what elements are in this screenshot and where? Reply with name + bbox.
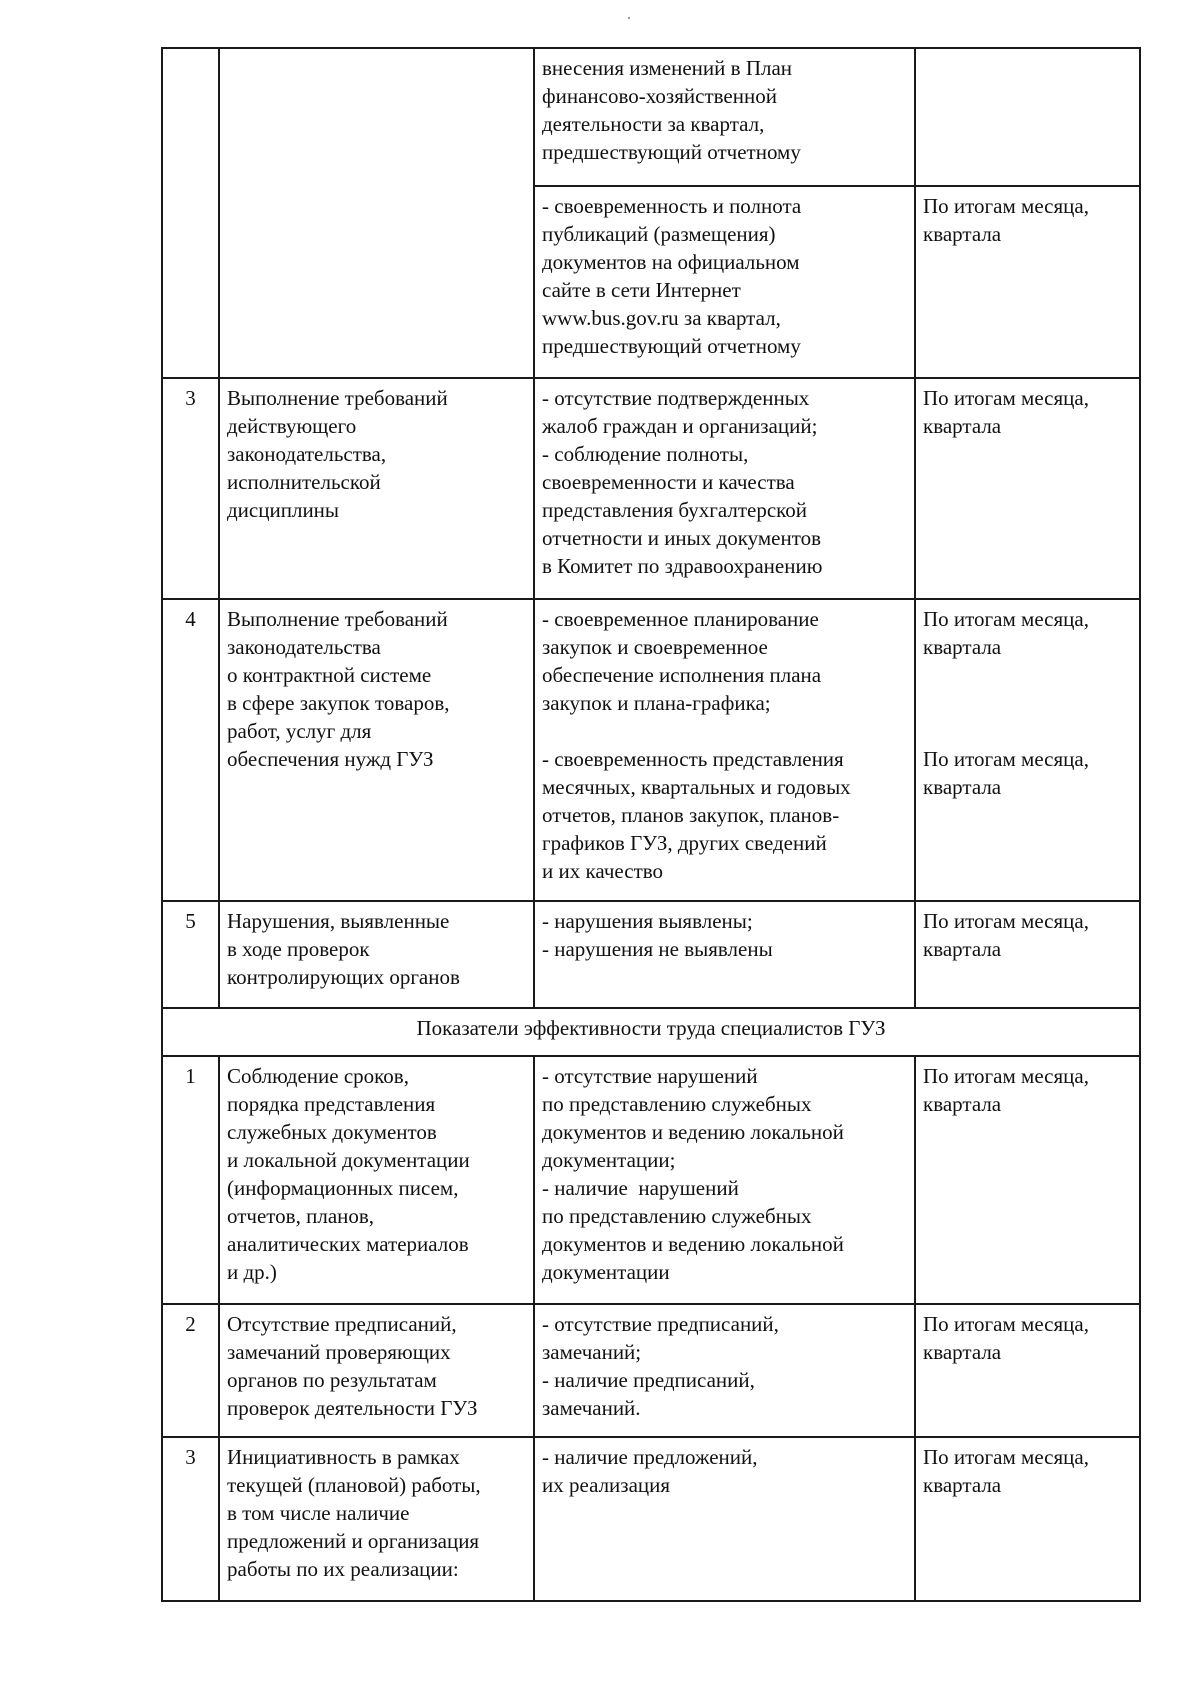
indicator-line: служебных документов: [227, 1120, 437, 1144]
period-cell: [915, 1304, 1140, 1437]
indicator-line: работы по их реализации:: [227, 1557, 459, 1581]
table-row: [162, 1437, 1140, 1601]
period-cell: [915, 1056, 1140, 1304]
criterion-line: - отсутствие подтвержденных: [542, 386, 810, 410]
criterion-line: документации: [542, 1260, 670, 1284]
indicator-cell: [219, 901, 534, 1008]
criterion-line: предшествующий отчетному: [542, 140, 801, 164]
table-row: [162, 599, 1140, 901]
period-line: квартала: [923, 937, 1002, 961]
row-number-cell: 4: [162, 599, 219, 901]
period-line: По итогам месяца,: [923, 386, 1089, 410]
scan-speck: [628, 17, 630, 19]
criterion-line: www.bus.gov.ru за квартал,: [542, 306, 781, 330]
period-line: По итогам месяца,: [923, 607, 1089, 631]
criterion-line: документов и ведению локальной: [542, 1232, 844, 1256]
indicator-line: предложений и организация: [227, 1529, 480, 1553]
table-row: [162, 901, 1140, 1008]
criterion-line: внесения изменений в План: [542, 56, 793, 80]
period-cell: [915, 1437, 1140, 1601]
indicator-line: и локальной документации: [227, 1148, 470, 1172]
criterion-line: своевременности и качества: [542, 470, 795, 494]
period-cell: [915, 599, 1140, 901]
indicator-cell: [219, 1437, 534, 1601]
criterion-line: публикаций (размещения): [542, 222, 776, 246]
criterion-line: и их качество: [542, 859, 664, 883]
period-line: квартала: [923, 1340, 1002, 1364]
criterion-line: - наличие предписаний,: [542, 1368, 755, 1392]
row-number-cell: 1: [162, 1056, 219, 1304]
criterion-line: их реализация: [542, 1473, 671, 1497]
indicator-cell: [219, 48, 534, 378]
table-row: [162, 1056, 1140, 1304]
criterion-cell: [534, 186, 915, 378]
indicator-line: действующего: [227, 414, 357, 438]
criterion-line: финансово-хозяйственной: [542, 84, 777, 108]
indicator-line: Нарушения, выявленные: [227, 909, 450, 933]
period-cell: [915, 901, 1140, 1008]
indicator-cell: [219, 599, 534, 901]
period-line: квартала: [923, 1092, 1002, 1116]
indicator-cell: [219, 378, 534, 599]
criterion-line: закупок и плана-графика;: [542, 691, 771, 715]
criterion-cell: [534, 599, 915, 901]
spacer: [923, 717, 1132, 745]
period-line: По итогам месяца,: [923, 194, 1089, 218]
criterion-line: закупок и своевременное: [542, 635, 768, 659]
indicator-line: обеспечения нужд ГУЗ: [227, 747, 434, 771]
period-line: По итогам месяца,: [923, 1445, 1089, 1469]
indicator-line: Выполнение требований: [227, 607, 448, 631]
period-line: квартала: [923, 635, 1002, 659]
indicator-line: замечаний проверяющих: [227, 1340, 451, 1364]
indicator-cell: [219, 1304, 534, 1437]
indicator-line: отчетов, планов,: [227, 1204, 375, 1228]
criterion-line: жалоб граждан и организаций;: [542, 414, 818, 438]
criterion-line: сайте в сети Интернет: [542, 278, 741, 302]
indicator-line: законодательства,: [227, 442, 387, 466]
period-cell: [915, 48, 1140, 186]
criterion-line: предшествующий отчетному: [542, 334, 801, 358]
indicator-line: Отсутствие предписаний,: [227, 1312, 457, 1336]
indicator-line: текущей (плановой) работы,: [227, 1473, 481, 1497]
indicator-line: контролирующих органов: [227, 965, 460, 989]
criterion-cell: [534, 1304, 915, 1437]
criterion-line: замечаний.: [542, 1396, 641, 1420]
period-line: квартала: [923, 1473, 1002, 1497]
criterion-cell: [534, 378, 915, 599]
criterion-line: в Комитет по здравоохранению: [542, 554, 823, 578]
criterion-line: - своевременность представления: [542, 747, 844, 771]
period-line: квартала: [923, 414, 1002, 438]
indicator-line: (информационных писем,: [227, 1176, 459, 1200]
criterion-line: - отсутствие нарушений: [542, 1064, 758, 1088]
indicator-line: и др.): [227, 1260, 277, 1284]
criterion-line: по представлению служебных: [542, 1092, 812, 1116]
row-number-cell: 3: [162, 1437, 219, 1601]
criterion-line: замечаний;: [542, 1340, 642, 1364]
period-line: квартала: [923, 775, 1002, 799]
criterion-line: отчетов, планов закупок, планов-: [542, 803, 840, 827]
criterion-line: документов на официальном: [542, 250, 800, 274]
indicator-line: Выполнение требований: [227, 386, 448, 410]
row-number-cell: 2: [162, 1304, 219, 1437]
criterion-line: обеспечение исполнения плана: [542, 663, 822, 687]
period-line: По итогам месяца,: [923, 1312, 1089, 1336]
period-cell: [915, 378, 1140, 599]
table-row: [162, 1304, 1140, 1437]
indicator-line: органов по результатам: [227, 1368, 437, 1392]
indicator-cell: [219, 1056, 534, 1304]
spacer: [923, 661, 1132, 689]
criterion-line: графиков ГУЗ, других сведений: [542, 831, 827, 855]
period-line: По итогам месяца,: [923, 909, 1089, 933]
criterion-line: - отсутствие предписаний,: [542, 1312, 779, 1336]
indicator-line: исполнительской: [227, 470, 381, 494]
period-line: По итогам месяца,: [923, 747, 1089, 771]
spacer: [542, 717, 907, 745]
spacer: [923, 689, 1132, 717]
section-title: Показатели эффективности труда специалистов ГУЗ: [162, 1008, 1140, 1056]
table-row: [162, 378, 1140, 599]
indicator-line: законодательства: [227, 635, 381, 659]
indicator-line: в том числе наличие: [227, 1501, 410, 1525]
criterion-line: - наличие нарушений: [542, 1176, 739, 1200]
criterion-line: месячных, квартальных и годовых: [542, 775, 851, 799]
row-number-cell: [162, 48, 219, 378]
criterion-line: документации;: [542, 1148, 676, 1172]
indicator-line: в сфере закупок товаров,: [227, 691, 450, 715]
criterion-line: - соблюдение полноты,: [542, 442, 749, 466]
criterion-cell: [534, 1056, 915, 1304]
criterion-line: - наличие предложений,: [542, 1445, 758, 1469]
criterion-line: деятельности за квартал,: [542, 112, 765, 136]
criterion-line: представления бухгалтерской: [542, 498, 808, 522]
indicator-line: Соблюдение сроков,: [227, 1064, 409, 1088]
indicator-line: о контрактной системе: [227, 663, 432, 687]
criterion-line: - нарушения не выявлены: [542, 937, 773, 961]
criterion-cell: [534, 1437, 915, 1601]
indicator-line: порядка представления: [227, 1092, 436, 1116]
criterion-cell: [534, 901, 915, 1008]
indicator-line: в ходе проверок: [227, 937, 370, 961]
criterion-line: отчетности и иных документов: [542, 526, 822, 550]
indicator-line: проверок деятельности ГУЗ: [227, 1396, 478, 1420]
criterion-line: - своевременность и полнота: [542, 194, 802, 218]
period-cell: [915, 186, 1140, 378]
criterion-cell: [534, 48, 915, 186]
period-line: квартала: [923, 222, 1002, 246]
indicator-line: работ, услуг для: [227, 719, 372, 743]
indicator-line: Инициативность в рамках: [227, 1445, 460, 1469]
indicator-line: дисциплины: [227, 498, 340, 522]
criterion-line: по представлению служебных: [542, 1204, 812, 1228]
period-line: По итогам месяца,: [923, 1064, 1089, 1088]
section-row: [162, 1008, 1140, 1056]
criterion-line: - своевременное планирование: [542, 607, 819, 631]
criterion-line: - нарушения выявлены;: [542, 909, 753, 933]
criterion-line: документов и ведению локальной: [542, 1120, 844, 1144]
table-row: [162, 48, 1140, 186]
indicators-table: [161, 47, 1141, 1602]
indicator-line: аналитических материалов: [227, 1232, 469, 1256]
row-number-cell: 3: [162, 378, 219, 599]
row-number-cell: 5: [162, 901, 219, 1008]
